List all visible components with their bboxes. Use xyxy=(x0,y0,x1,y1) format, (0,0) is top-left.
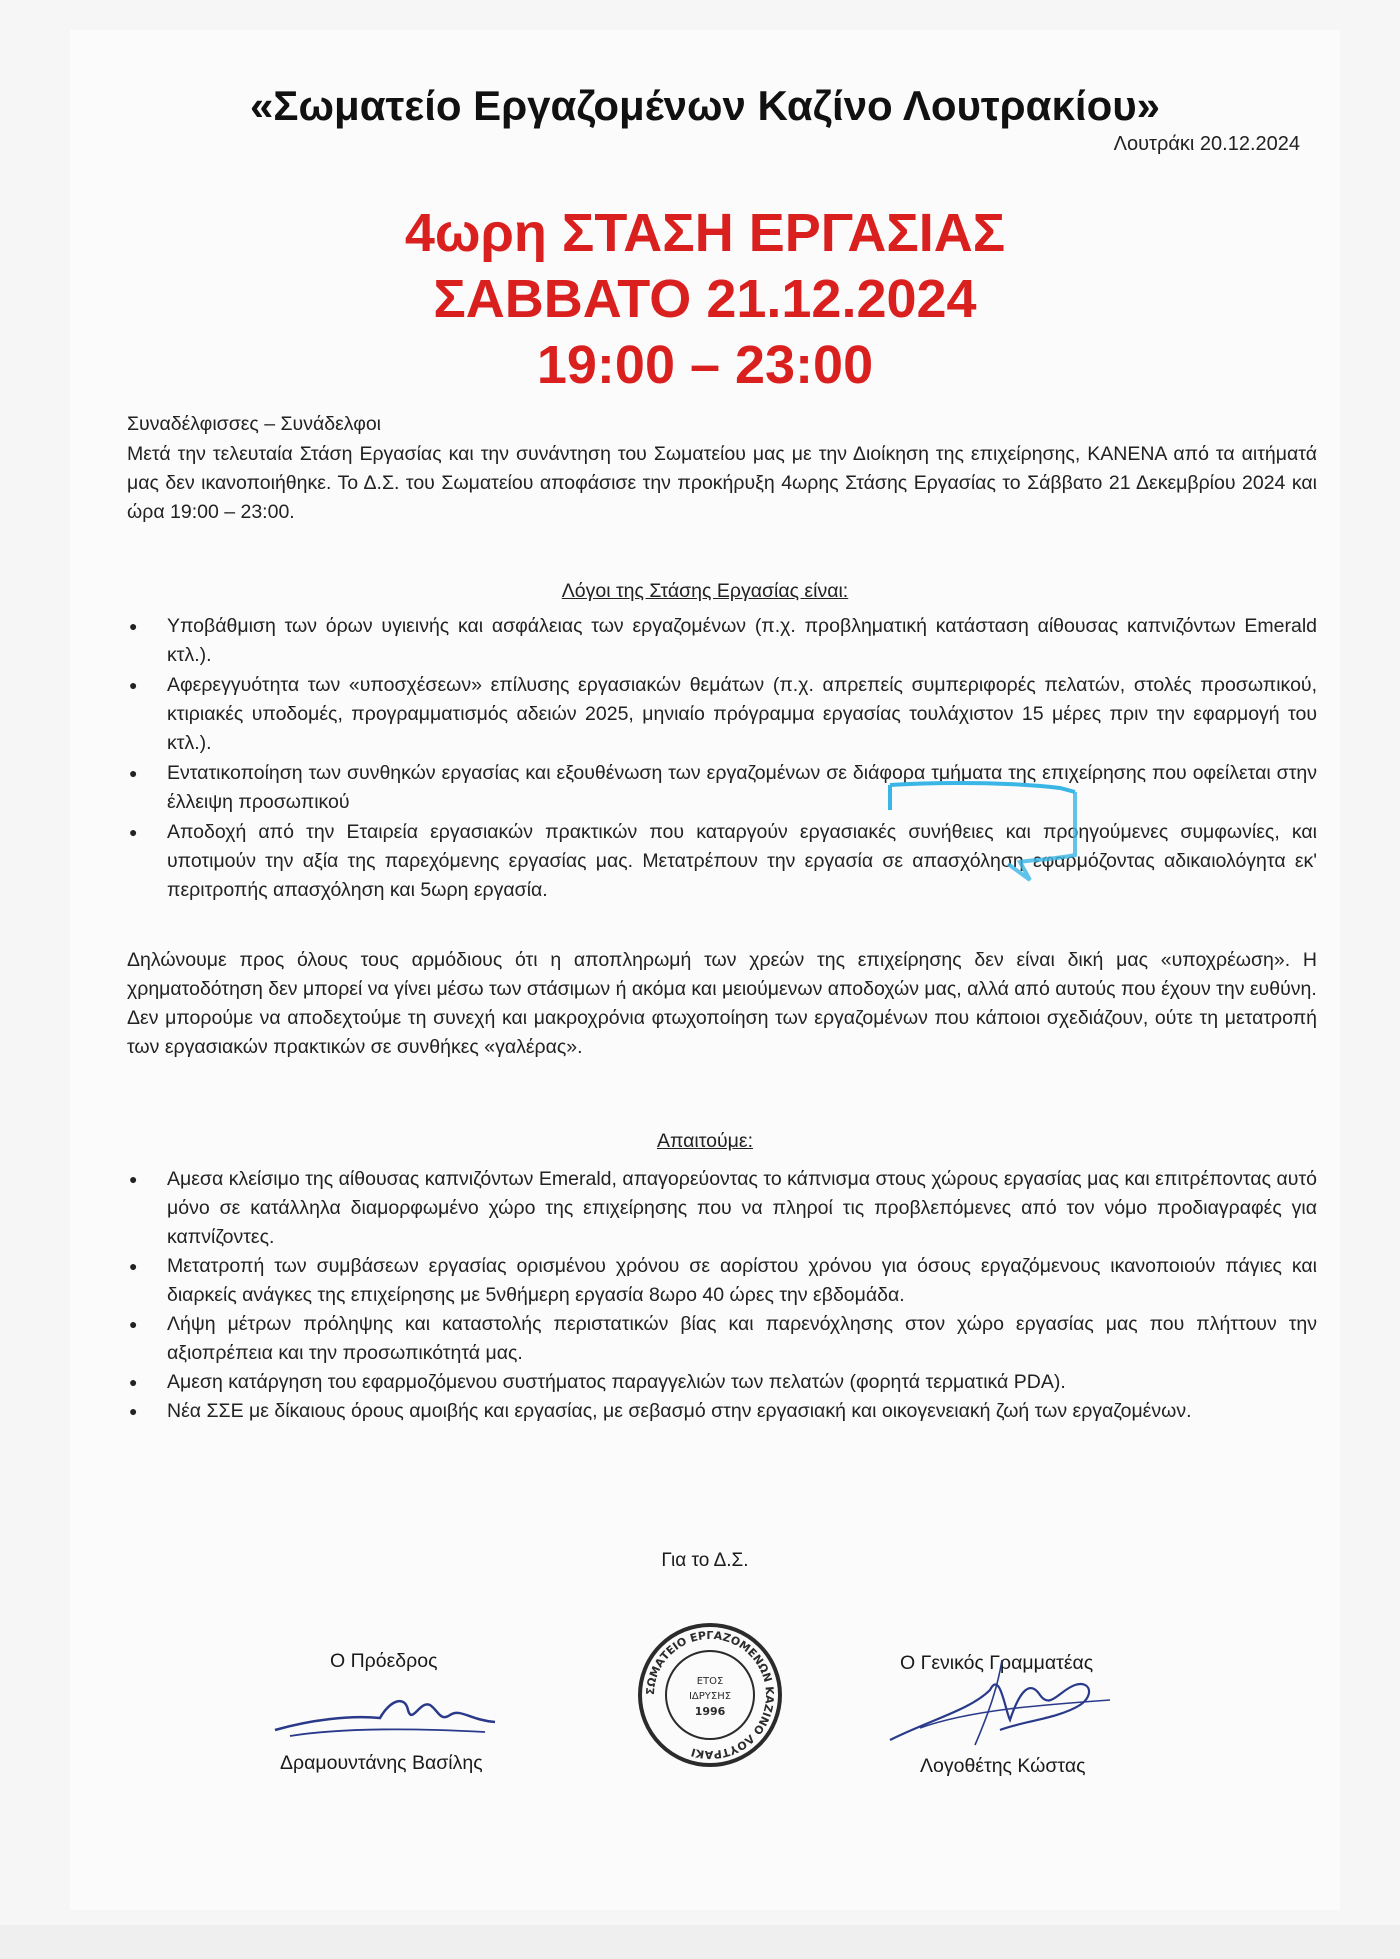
list-item: ● Μετατροπή των συμβάσεων εργασίας ορισμένου χρόνου σε αορίστου χρόνου για όσους εργαζόμενους ικανοποιούν πάγιες και διαρκείς ανάγκες της επιχείρησης με 5νθήμερη εργασία 8ωρο 40 ώρες την εβδομάδα. xyxy=(127,1252,1317,1310)
list-item: ● Λήψη μέτρων πρόληψης και καταστολής περιστατικών βίας και παρενόχλησης στον χώρο εργασίας μας που πλήττουν την αξιοπρέπεια και την προσωπικότητά μας. xyxy=(127,1310,1317,1368)
union-stamp xyxy=(635,1620,785,1770)
headline-date: ΣΑΒΒΑΤΟ 21.12.2024 xyxy=(433,269,977,329)
demands-title: Απαιτούμε: xyxy=(656,1130,754,1152)
document-page xyxy=(70,30,1340,1910)
list-item: ● Αμεση κατάργηση του εφαρμοζόμενου συστήματος παραγγελιών των πελατών (φορητά τερματικά PDA). xyxy=(127,1368,1317,1397)
date-line: Λουτράκι 20.12.2024 xyxy=(1113,133,1300,155)
declaration-paragraph: Δεν μπορούμε να αποδεχτούμε τη συνεχή και μακροχρόνια φτωχοποίηση των εργαζομένων που κάποιοι σχεδιάζουν, ούτε τη μετατροπή των εργασιακών πρακτικών σε συνθήκες «γαλέρας». xyxy=(127,1007,1317,1058)
headline-strike: 4ωρη ΣΤΑΣΗ ΕΡΓΑΣΙΑΣ xyxy=(404,203,1006,263)
intro-paragraph: Μετά την τελευταία Στάση Εργασίας και την συνάντηση του Σωματείου μας με την Διοίκηση της επιχείρησης, ΚΑΝΕΝΑ από τα αιτήματά μας δεν ικανοποιήθηκε. Το Δ.Σ. του Σωματείου αποφάσισε την προκήρυξη 4ωρης Στάσης Εργασίας το Σάββατο 21 Δεκεμβρίου 2024 και ώρα 19:00 – 23:00. xyxy=(127,443,1317,523)
bottom-edge xyxy=(0,1925,1400,1959)
stamp-center-line: ΕΤΟΣ xyxy=(696,1676,724,1687)
demands-list xyxy=(127,1165,1317,1426)
president-signature xyxy=(270,1670,500,1750)
stamp-ring-text: ΣΩΜΑΤΕΙΟ ΕΡΓΑΖΟΜΕΝΩΝ ΚΑΖΙΝΟ ΛΟΥΤΡΑΚΙ xyxy=(643,1628,777,1762)
reasons-list xyxy=(127,612,1317,906)
for-board-label: Για το Δ.Σ. xyxy=(661,1550,749,1571)
list-item: ● Νέα ΣΣΕ με δίκαιους όρους αμοιβής και εργασίας, με σεβασμό στην εργασιακή και οικογενειακή ζωή των εργαζομένων. xyxy=(127,1397,1317,1426)
signature-block xyxy=(70,1530,1340,1810)
headline-time: 19:00 – 23:00 xyxy=(536,335,874,395)
reasons-title: Λόγοι της Στάσης Εργασίας είναι: xyxy=(561,580,849,602)
stamp-center-line: 1996 xyxy=(694,1705,726,1718)
list-item: ● Αποδοχή από την Εταιρεία εργασιακών πρακτικών που καταργούν εργασιακές συνήθειες και προηγούμενες συμφωνίες, και υποτιμούν την αξία της παρεχόμενης εργασίας μας. Μετατρέπουν την εργασία σε απασχόληση εφαρμόζοντας αδικαιολόγητα εκ' περιτροπής απασχόληση και 5ωρη εργασία. xyxy=(127,818,1317,905)
secretary-role: Ο Γενικός Γραμματέας xyxy=(900,1652,1094,1674)
stamp-center-line: ΙΔΡΥΣΗΣ xyxy=(688,1691,732,1702)
list-item: ● Αμεσα κλείσιμο της αίθουσας καπνιζόντων Emerald, απαγορεύοντας το κάπνισμα στους χώρους εργασίας μας και επιτρέποντας αυτό μόνο σε κατάλληλα διαμορφωμένο χώρο της επιχείρησης που να πληροί τις προβλεπόμενες από τον νόμο προδιαγραφές για καπνίζοντες. xyxy=(127,1165,1317,1252)
list-item: ● Αφερεγγυότητα των «υποσχέσεων» επίλυσης εργασιακών θεμάτων (π.χ. απρεπείς συμπεριφορές πελατών, στολές προσωπικού, κτιριακές υποδομές, προγραμματισμός αδειών 2025, μηνιαίο πρόγραμμα εργασίας τουλάχιστον 15 μέρες πριν την εφαρμογή του κτλ.). xyxy=(127,671,1317,758)
organization-title: «Σωματείο Εργαζομένων Καζίνο Λουτρακίου» xyxy=(249,82,1161,129)
president-name: Δραμουντάνης Βασίλης xyxy=(280,1752,483,1774)
chat-bubble-icon xyxy=(880,780,1080,890)
salutation: Συναδέλφισσες – Συνάδελφοι xyxy=(127,413,382,435)
president-role: Ο Πρόεδρος xyxy=(330,1650,438,1672)
secretary-signature xyxy=(880,1650,1120,1760)
secretary-name: Λογοθέτης Κώστας xyxy=(920,1755,1086,1777)
list-item: ● Εντατικοποίηση των συνθηκών εργασίας και εξουθένωση των εργαζομένων σε διάφορα τμήματα της επιχείρησης που οφείλεται στην έλλειψη προσωπικού xyxy=(127,759,1317,817)
declaration-paragraph: Δηλώνουμε προς όλους τους αρμόδιους ότι η αποπληρωμή των χρεών της επιχείρησης δεν είναι δική μας «υποχρέωση». Η χρηματοδότηση δεν μπορεί να γίνει μέσω των στάσιμων ή ακόμα και μειούμενων αποδοχών μας, αλλά από αυτούς που έχουν την ευθύνη. xyxy=(127,949,1317,1000)
list-item: ● Υποβάθμιση των όρων υγιεινής και ασφάλειας των εργαζομένων (π.χ. προβληματική κατάσταση αίθουσας καπνιζόντων Emerald κτλ.). xyxy=(127,612,1317,670)
declaration xyxy=(127,946,1317,1062)
